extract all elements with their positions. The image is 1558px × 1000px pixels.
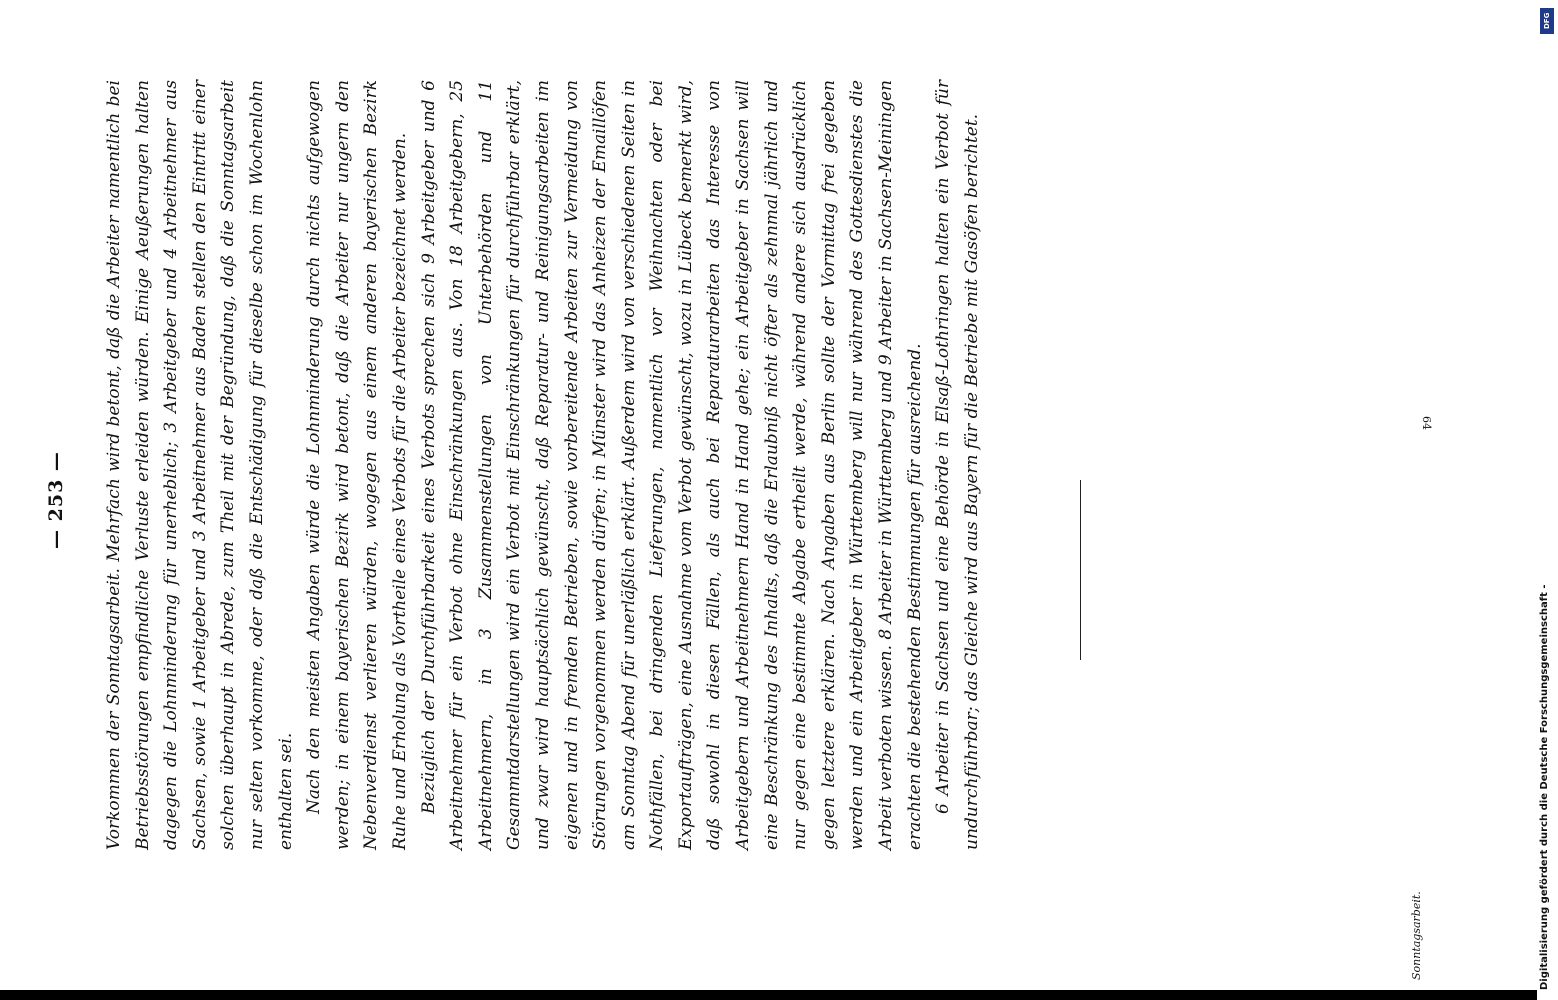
digitization-credit (1537, 0, 1558, 1000)
paragraph: Bezüglich der Durchführbarkeit eines Verbots sprechen sich 9 Arbeitgeber und 6 Arbeitnehmer für ein Verbot ohne Einschränkungen aus. Von 18 Arbeitgebern, 25 Arbeitnehmern, in 3 Zusammenstellungen von Unterbehörden und 11 Gesammtdarstellungen wird ein Verbot mit Einschränkungen für durchführbar erklärt, und zwar wird hauptsächlich gewünscht, daß Reparatur- und Reinigungsarbeiten im eigenen und in fremden Betrieben, sowie vorbereitende Arbeiten zur Vermeidung von Störungen vorgenommen werden dürfen; in Münster wird das Anheizen der Emaillöfen am Sonntag Abend für unerläßlich erklärt. Außerdem wird von verschiedenen Seiten in Nothfällen, bei dringenden Lieferungen, namentlich vor Weihnachten oder bei Exportaufträgen, eine Ausnahme vom Verbot gewünscht, wozu in Lübeck bemerkt wird, daß sowohl in diesen Fällen, als auch bei Reparaturarbeiten das Interesse von Arbeitgebern und Arbeitnehmern Hand in Hand gehe; ein Arbeitgeber in Sachsen will eine Beschränkung des Inhalts, daß die Erlaubniß nicht öfter als zehnmal jährlich und nur gegen eine bestimmte Abgabe ertheilt werde, während andere sich ausdrücklich gegen letztere erklären. Nach Angaben aus Berlin sollte der Vormittag frei gegeben werden und ein Arbeitgeber in Württemberg will nur während des Gottesdienstes die Arbeit verboten wissen. 8 Arbeiter in Württemberg und 9 Arbeiter in Sachsen-Meiningen erachten die bestehenden Bestimmungen für ausreichend. (418, 80, 925, 850)
scan-edge-shadow (0, 990, 1537, 1000)
signature-mark: 64 (1420, 416, 1433, 430)
credit-text: Digitalisierung gefördert durch die Deutsche Forschungsgemeinschaft - (1539, 584, 1550, 990)
paragraph: 6 Arbeiter in Sachsen und eine Behörde in Elsaß-Lothringen halten ein Verbot für undurchführbar; das Gleiche wird aus Bayern für die Betriebe mit Gasöfen berichtet. (933, 80, 982, 850)
section-divider (1080, 480, 1081, 660)
paragraph: Nach den meisten Angaben würde die Lohnminderung durch nichts aufgewogen werden; in einem bayerischen Bezirk wird betont, daß die Arbeiter nur ungern den Nebenverdienst verlieren würden, wogegen aus einem anderen bayerischen Bezirk Ruhe und Erholung als Vortheile eines Verbots für die Arbeiter bezeichnet werden. (304, 80, 410, 850)
running-title: Sonntagsarbeit. (1410, 891, 1423, 980)
paragraph: Vorkommen der Sonntagsarbeit. Mehrfach wird betont, daß die Arbeiter namentlich bei Betriebsstörungen empfindliche Verluste erleiden würden. Einige Aeußerungen halten dagegen die Lohnminderung für unerheblich; 3 Arbeitgeber und 4 Arbeitnehmer aus Sachsen, sowie 1 Arbeitgeber und 3 Arbeitnehmer aus Baden stellen den Eintritt einer solchen überhaupt in Abrede, zum Theil mit der Begründung, daß die Sonntagsarbeit nur selten vorkomme, oder daß die Entschädigung für dieselbe schon im Wochenlohn enthalten sei. (104, 80, 296, 850)
body-text (100, 80, 986, 850)
dfg-logo-icon: DFG (1540, 8, 1554, 34)
page-number-header: — 253 — (45, 451, 67, 549)
